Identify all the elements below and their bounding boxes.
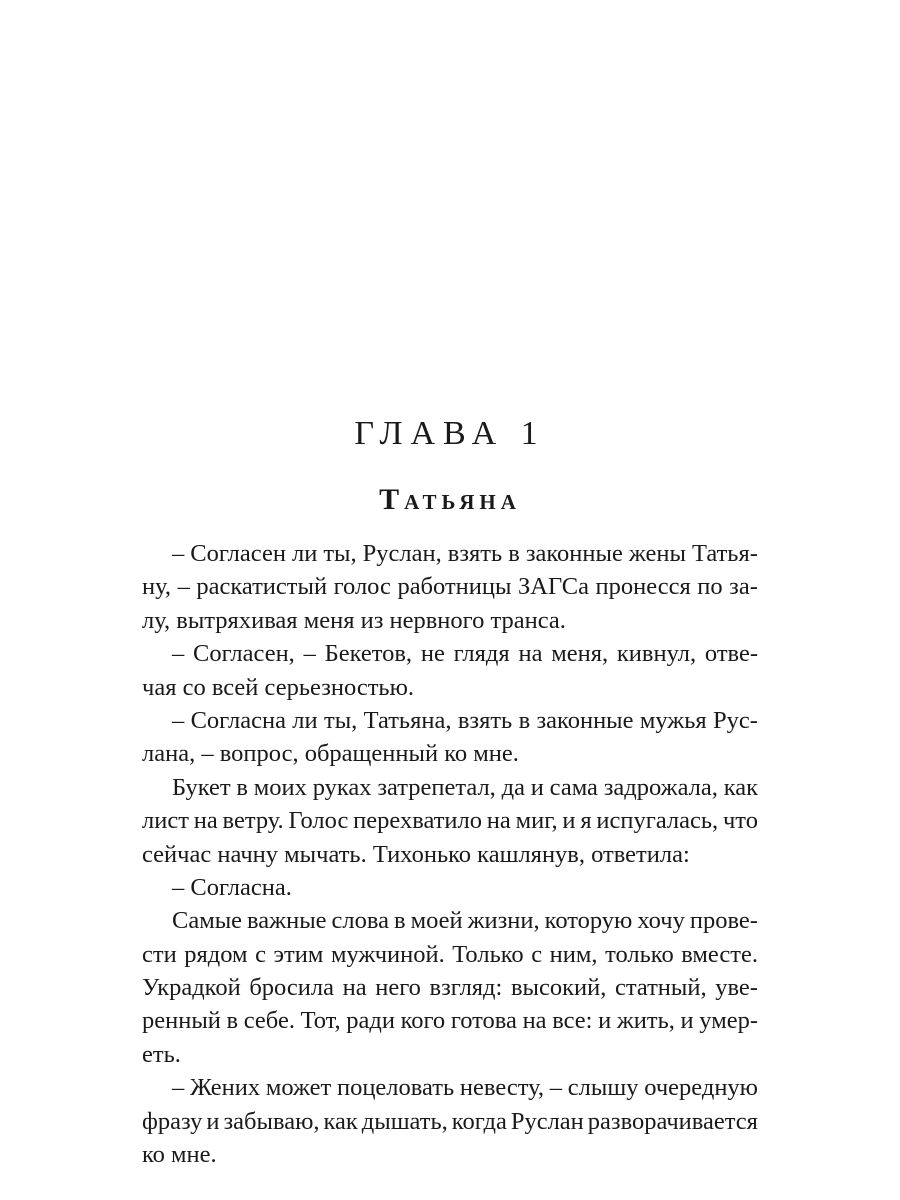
word: затрепетал,: [377, 773, 496, 801]
word: сти: [142, 940, 177, 968]
word: Согласен,: [193, 640, 295, 668]
word: –: [177, 573, 190, 601]
chapter-subtitle: Татьяна: [379, 483, 521, 516]
word: дышать,: [361, 1107, 448, 1135]
word: важные: [247, 907, 327, 935]
word: невесту,: [459, 1074, 544, 1102]
word: в: [226, 1007, 239, 1035]
text-line: [142, 1108, 758, 1141]
word: с: [255, 940, 266, 968]
text-line: [142, 941, 758, 974]
word: сама: [549, 773, 598, 801]
word: Руслан,: [362, 540, 442, 567]
word: руках: [312, 773, 372, 801]
word: с: [531, 940, 543, 968]
word: –: [303, 640, 316, 668]
word: Букет: [172, 773, 231, 801]
word: высокий,: [510, 974, 607, 1002]
word: в: [518, 706, 531, 734]
word: бросила: [249, 974, 334, 1002]
word: уве-: [715, 974, 758, 1002]
word: –: [172, 640, 185, 668]
word: –: [172, 706, 185, 734]
word: Украдкой: [142, 974, 241, 1002]
word: все:: [552, 1007, 593, 1035]
word: как: [723, 773, 758, 801]
text-line: [142, 774, 758, 807]
text-line: – Согласна.: [172, 873, 292, 901]
word: Тот,: [300, 1007, 341, 1035]
word: работницы: [397, 573, 512, 601]
word: лист: [142, 807, 189, 835]
word: очередную: [644, 1074, 758, 1102]
word: когда: [451, 1107, 507, 1135]
word: Жених: [190, 1074, 261, 1102]
word: слова: [331, 907, 390, 935]
word: как: [323, 1107, 358, 1135]
word: ты,: [323, 540, 357, 567]
word: Татья-: [692, 540, 758, 567]
word: взять: [457, 706, 513, 734]
word: отве-: [704, 640, 758, 668]
word: Самые: [172, 907, 243, 935]
text-line: лана, – вопрос, обращенный ко мне.: [142, 740, 519, 768]
word: слышу: [567, 1074, 639, 1102]
word: мужчиной.: [330, 940, 445, 968]
word: пронесся: [595, 573, 691, 601]
word: я: [580, 807, 592, 835]
word: кивнул,: [616, 640, 697, 668]
word: миг,: [515, 807, 558, 835]
word: Рус-: [713, 706, 758, 734]
word: только: [605, 940, 674, 968]
text-line: [142, 540, 758, 573]
word: –: [172, 540, 185, 567]
word: жизни,: [467, 907, 540, 935]
word: Только: [452, 940, 524, 968]
word: кого: [400, 1007, 446, 1035]
text-line: [142, 1007, 758, 1040]
word: и: [206, 1107, 220, 1135]
word: которую: [544, 907, 633, 935]
text-line: еть.: [142, 1040, 181, 1068]
text-line: [142, 807, 758, 840]
word: него: [375, 974, 421, 1002]
word: испугалась,: [596, 807, 719, 835]
word: что: [722, 807, 758, 835]
word: на: [342, 974, 367, 1002]
word: законные: [525, 540, 623, 567]
word: в: [508, 540, 520, 567]
text-line: [142, 907, 758, 940]
text-line: ко мне.: [142, 1141, 217, 1169]
word: хочу: [637, 907, 685, 935]
text-line: сейчас начну мычать. Тихонько кашлянув, ответила:: [142, 840, 690, 868]
text-line: [142, 974, 758, 1007]
chapter-title: ГЛАВА 1: [354, 415, 546, 452]
word: забываю,: [223, 1107, 320, 1135]
word: разворачивается: [587, 1107, 758, 1135]
word: ну,: [142, 573, 172, 601]
word: ним,: [549, 940, 598, 968]
word: умер-: [699, 1007, 758, 1035]
word: рядом: [184, 940, 248, 968]
word: и: [530, 773, 544, 801]
word: голос: [333, 573, 391, 601]
word: Бекетов,: [324, 640, 413, 668]
word: ренный: [142, 1007, 221, 1035]
text-line: [142, 707, 758, 740]
word: за-: [729, 573, 758, 601]
word: и: [562, 807, 576, 835]
word: прове-: [689, 907, 758, 935]
word: да: [501, 773, 525, 801]
word: не: [420, 640, 445, 668]
word: раскатистый: [196, 573, 328, 601]
word: ветру.: [222, 807, 284, 835]
word: моих: [253, 773, 307, 801]
text-line: [142, 573, 758, 606]
word: меня,: [551, 640, 609, 668]
body-text: [142, 540, 758, 1174]
word: взять: [447, 540, 503, 567]
word: –: [172, 1074, 185, 1102]
word: на: [486, 807, 511, 835]
word: и: [598, 1007, 612, 1035]
text-line: чая со всей серьезностью.: [142, 673, 415, 701]
word: в: [236, 773, 248, 801]
text-line: [142, 640, 758, 673]
text-line: [142, 1074, 758, 1107]
word: перехватило: [353, 807, 482, 835]
word: ради: [346, 1007, 395, 1035]
word: Руслан: [510, 1107, 584, 1135]
word: этим: [273, 940, 324, 968]
word: ты,: [323, 706, 358, 734]
word: и: [680, 1007, 694, 1035]
word: жить,: [616, 1007, 675, 1035]
text-line: лу, вытряхивая меня из нервного транса.: [142, 606, 566, 634]
word: статный,: [614, 974, 707, 1002]
word: Голос: [288, 807, 349, 835]
word: Согласна: [190, 706, 286, 734]
word: моей: [410, 907, 463, 935]
word: Татьяна,: [363, 706, 452, 734]
word: законные: [536, 706, 634, 734]
word: себе.: [243, 1007, 295, 1035]
word: фразу: [142, 1107, 203, 1135]
word: на: [193, 807, 218, 835]
word: ли: [292, 706, 318, 734]
word: готова: [450, 1007, 517, 1035]
word: по: [697, 573, 723, 601]
word: на: [518, 640, 543, 668]
word: глядя: [453, 640, 510, 668]
word: задрожала,: [603, 773, 718, 801]
word: на: [522, 1007, 547, 1035]
word: может: [265, 1074, 332, 1102]
word: Согласен: [190, 540, 286, 567]
word: взгляд:: [429, 974, 503, 1002]
word: в: [394, 907, 406, 935]
word: ли: [291, 540, 318, 567]
word: поцеловать: [336, 1074, 455, 1102]
word: мужья: [639, 706, 707, 734]
word: ЗАГСа: [517, 573, 590, 601]
word: –: [549, 1074, 563, 1102]
word: вместе.: [681, 940, 758, 968]
word: жены: [628, 540, 686, 567]
